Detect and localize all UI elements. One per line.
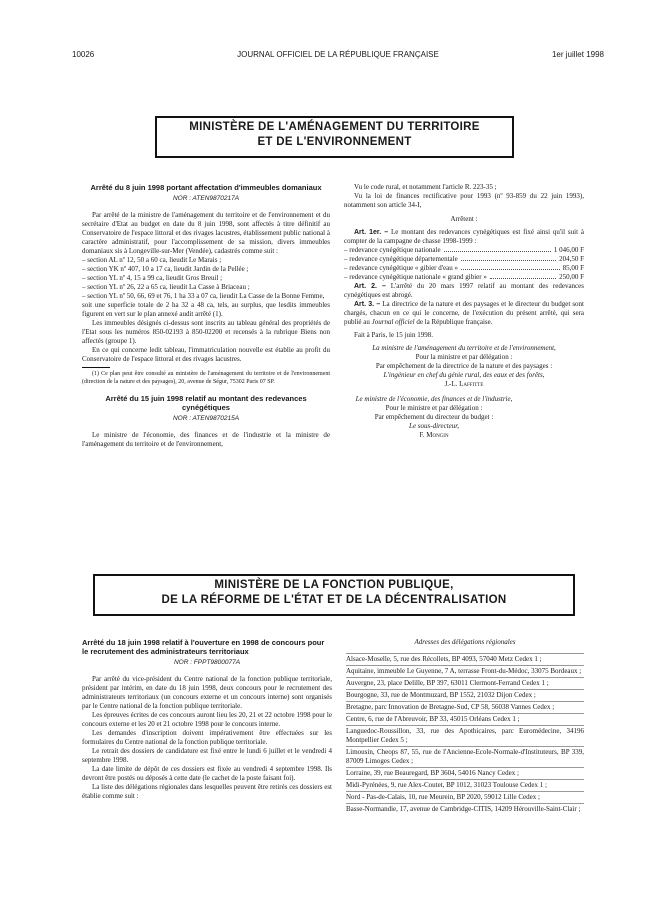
- paragraph: Vu le code rural, et notamment l'article R. 223-35 ;: [354, 183, 497, 191]
- nor-reference: NOR : ATEN9870215A: [172, 415, 240, 422]
- paragraph: Par arrêté de la ministre de l'aménagement du territoire et de l'environnement et du secrétaire d'Etat au budget en date du 8 juin 1998, sont affectés à titre définitif au Conservatoire de l'espace littoral et des rivages lacustres, établissement public national à caractère administratif, pour l'accomplissement de sa mission, divers immeubles domaniaux sis à Longeville-sur-Mer (Vendée), cadastrés comme suit :: [82, 211, 330, 255]
- list-item: Lorraine, 39, rue Beauregard, BP 3604, 54016 Nancy Cedex ;: [346, 767, 584, 779]
- article-3: Art. 3. – La directrice de la nature et des paysages et le directeur du budget sont chargés, chacun en ce qui le concerne, de l'exécution du présent arrêté, qui sera publié au Journal officiel de la République française.: [344, 300, 584, 326]
- right-column-upper: [344, 183, 584, 440]
- paragraph: Le ministre de l'économie, des finances et de l'industrie et la ministre de l'aménagement du territoire et de l'environnement,: [82, 431, 330, 448]
- footnote-divider: [82, 367, 110, 368]
- ministry-line-2: ET DE L'ENVIRONNEMENT: [257, 136, 412, 148]
- paragraph: Les immeubles désignés ci-dessus sont inscrits au tableau général des propriétés de l'Etat sous les numéros 850-02193 à 850-02200 et recensés à la rubrique Biens non affectés (groupe 1).: [82, 319, 330, 345]
- signatory-name: J.-L. Laffitte: [444, 380, 484, 388]
- arrete-title: Arrêté du 8 juin 1998 portant affectation d'immeubles domaniaux: [90, 183, 322, 192]
- list-item: Languedoc-Roussillon, 33, rue des Apothicaires, parc Euromédecine, 34196 Montpellier Cedex 5 ;: [346, 727, 584, 744]
- page-header: [72, 50, 604, 62]
- list-item: Basse-Normandie, 17, avenue de Cambridge-CITIS, 14209 Hérouville-Saint-Clair ;: [346, 803, 584, 815]
- right-column-lower: [346, 638, 584, 815]
- paragraph: La date limite de dépôt de ces dossiers est fixée au vendredi 4 septembre 1998. Ils devront être postés ou déposés à cette date (le cachet de la poste faisant foi).: [82, 765, 332, 782]
- rates-list: [344, 246, 584, 282]
- nor-reference: NOR : ATEN9870217A: [172, 195, 240, 202]
- signatory-name: F. Mongin: [419, 431, 449, 439]
- rate-row: – redevance cynégétique départementale 204,50 F: [344, 255, 584, 263]
- signature-block-1: La ministre de l'aménagement du territoire et de l'environnement, Pour la ministre et par délégation : Par empêchement de la directrice de la nature et des paysages : L'ingénieur en chef du génie rural, des eaux et des forêts, J.-L. Laffitte: [344, 344, 584, 389]
- article-1: Art. 1er. – Le montant des redevances cynégétiques est fixé ainsi qu'il suit à compter de la campagne de chasse 1998-1999 :: [344, 228, 584, 245]
- paragraph: Vu la loi de finances rectificative pour 1993 (nº 93-859 du 22 juin 1993), notamment son article 34-I,: [344, 192, 584, 209]
- article-2: Art. 2. – L'arrêté du 20 mars 1997 relatif au montant des redevances cynégétiques est abrogé.: [344, 282, 584, 299]
- footnote: (1) Ce plan peut être consulté au ministère de l'aménagement du territoire et de l'environnement (direction de la nature et des paysages), 20, avenue de Ségur, 75302 Paris 07 SP.: [82, 371, 330, 385]
- rate-row: – redevance cynégétique nationale 1 046,00 F: [344, 246, 584, 254]
- paragraph: Le retrait des dossiers de candidature est fixé entre le lundi 6 juillet et le vendredi 4 septembre 1998.: [82, 747, 332, 764]
- arrete-title: Arrêté du 15 juin 1998 relatif au montant des redevances cynégétiques: [105, 394, 307, 412]
- nor-reference: NOR : FPPT9800077A: [173, 659, 241, 666]
- page-number: 10026: [72, 50, 95, 59]
- journal-title: JOURNAL OFFICIEL DE LA RÉPUBLIQUE FRANÇAISE: [237, 50, 439, 59]
- list-item: Alsace-Moselle, 5, rue des Récollets, BP 4093, 57040 Metz Cedex 1 ;: [346, 653, 584, 665]
- fait-a-paris: Fait à Paris, le 15 juin 1998.: [354, 331, 433, 339]
- list-item: Centre, 6, rue de l'Abreuvoir, BP 33, 45015 Orléans Cedex 1 ;: [346, 713, 584, 725]
- left-column-upper: [82, 183, 330, 449]
- list-item: – section AL nº 12, 50 a 60 ca, lieudit Le Marais ;: [82, 256, 222, 264]
- signature-block-2: Le ministre de l'économie, des finances et de l'industrie, Pour le ministre et par délégation : Par empêchement du directeur du budget : Le sous-directeur, F. Mongin: [344, 395, 524, 440]
- paragraph: Par arrêté du vice-président du Centre national de la fonction publique territoriale, président par intérim, en date du 18 juin 1998, deux concours pour le recrutement des administrateurs territoriaux (un concours externe et un concours interne) sont organisés par le Centre national de la fonction publique territoriale.: [82, 675, 332, 710]
- paragraph: La liste des délégations régionales dans lesquelles peuvent être retirés ces dossiers est établie comme suit :: [82, 783, 332, 800]
- list-item: Midi-Pyrénées, 9, rue Alex-Coutet, BP 1012, 31023 Toulouse Cedex 1 ;: [346, 779, 584, 791]
- paragraph: En ce qui concerne ledit tableau, l'immatriculation nouvelle est établie au profit du Conservatoire de l'espace littoral et des rivages lacustres.: [82, 346, 330, 363]
- list-item: Limousin, Cheops 87, 55, rue de l'Ancienne-Ecole-Normale-d'Instituteurs, BP 339, 87009 Limoges Cedex ;: [346, 748, 584, 765]
- ministry-line-2: DE LA RÉFORME DE L'ÉTAT ET DE LA DÉCENTRALISATION: [161, 594, 507, 606]
- addresses-heading: Adresses des délégations régionales: [414, 638, 516, 646]
- parcel-list: [82, 256, 330, 301]
- paragraph: soit une superficie totale de 2 ha 32 a 48 ca, tels, au surplus, que lesdits immeubles figurent en vert sur le plan annexé audit arrêté (1).: [82, 301, 330, 318]
- rate-row: – redevance cynégétique nationale « grand gibier » 250,00 F: [344, 273, 584, 281]
- list-item: – section YL nº 50, 66, 69 et 76, 1 ha 33 a 07 ca, lieudit La Casse de la Bonne Femme,: [82, 292, 325, 300]
- arretent: Arrêtent :: [450, 215, 478, 223]
- ministry-heading-fonction-publique: [93, 574, 575, 616]
- paragraph: Les demandes d'inscription doivent impérativement être effectuées sur les formulaires du Centre national de la fonction publique territoriale.: [82, 729, 332, 746]
- list-item: Bourgogne, 33, rue de Montmuzard, BP 1552, 21032 Dijon Cedex ;: [346, 689, 584, 701]
- list-item: – section YL nº 4, 15 a 99 ca, lieudit Gros Breuil ;: [82, 274, 223, 282]
- list-item: Auvergne, 23, place Delille, BP 397, 63011 Clermont-Ferrand Cedex 1 ;: [346, 677, 584, 689]
- ministry-heading-environment: [155, 116, 514, 158]
- arrete-title: Arrêté du 18 juin 1998 relatif à l'ouverture en 1998 de concours pour le recrutement des administrateurs territoriaux: [82, 638, 325, 656]
- list-item: Aquitaine, immeuble Le Guyenne, 7 A, terrasse Front-du-Médoc, 33075 Bordeaux ;: [346, 665, 584, 677]
- list-item: – section YK nº 407, 10 a 17 ca, lieudit Jardin de la Pellée ;: [82, 265, 249, 273]
- issue-date: 1er juillet 1998: [551, 50, 604, 59]
- ministry-line-1: MINISTÈRE DE LA FONCTION PUBLIQUE,: [214, 579, 454, 591]
- paragraph: Les épreuves écrites de ces concours auront lieu les 20, 21 et 22 octobre 1998 pour le concours externe et les 20 et 21 octobre 1998 pour le concours interne.: [82, 711, 332, 728]
- list-item: – section YL nº 26, 22 a 65 ca, lieudit La Casse à Briaceau ;: [82, 283, 250, 291]
- list-item: Nord - Pas-de-Calais, 10, rue Meurein, BP 2020, 59012 Lille Cedex ;: [346, 791, 584, 803]
- ministry-line-1: MINISTÈRE DE L'AMÉNAGEMENT DU TERRITOIRE: [189, 121, 480, 133]
- list-item: Bretagne, parc Innovation de Bretagne-Sud, CP 58, 56038 Vannes Cedex ;: [346, 701, 584, 713]
- left-column-lower: [82, 638, 332, 801]
- rate-row: – redevance cynégétique « gibier d'eau » 85,00 F: [344, 264, 584, 272]
